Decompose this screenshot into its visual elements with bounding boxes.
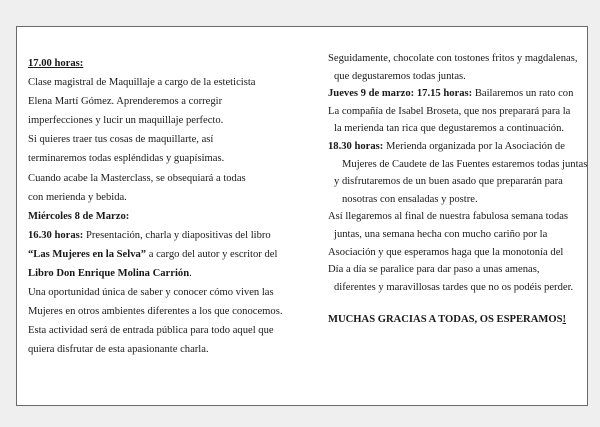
text-line: terminaremos todas espléndidas y guapísimas. [28, 153, 225, 165]
text-line: Día a día se paralice para dar paso a unas amenas, [328, 264, 540, 276]
text-line: Clase magistral de Maquillaje a cargo de la esteticista [28, 77, 256, 89]
text-line: Asociación y que esperamos haga que la monotonía del [328, 246, 564, 258]
closing-message [328, 311, 585, 329]
text-line: con merienda y bebida. [28, 191, 127, 203]
text-line: Seguidamente, chocolate con tostones fritos y magdalenas, [328, 53, 578, 64]
text-line: Mujeres en otros ambientes diferentes a los que conocemos. [28, 306, 283, 318]
text-line: y disfrutaremos de un buen asado que prepararán para [334, 176, 563, 188]
text-line: La compañía de Isabel Broseta, que nos preparará para la [328, 105, 571, 117]
time-label-1630: 16.30 horas: [28, 229, 84, 241]
text-line: que degustaremos todas juntas. [334, 70, 466, 82]
closing-exclamation: ! [562, 314, 567, 326]
text-line [28, 226, 318, 245]
time-label-1830: 18.30 horas: [328, 140, 384, 152]
book-title: “Las Mujeres en la Selva” [28, 248, 147, 260]
text-line: Elena Martí Gómez. Aprenderemos a corregir [28, 96, 223, 108]
text-line [328, 85, 585, 103]
text-line: Esta actividad será de entrada pública para todo aquel que [28, 325, 274, 337]
right-column [328, 50, 588, 329]
text-fragment: Bailaremos un rato con [472, 88, 574, 100]
text-line: la merienda tan rica que degustaremos a continuación. [334, 123, 565, 135]
text-line: Así llegaremos al final de nuestra fabulosa semana todas [328, 211, 569, 223]
text-line: juntas, una semana hecha con mucho cariño por la [334, 228, 548, 240]
text-fragment: Presentación, charla y diapositivas del libro [83, 229, 271, 241]
day-heading-thursday: Jueves 9 de marzo: 17.15 horas: [328, 88, 473, 100]
text-line: imperfecciones y lucir un maquillaje perfecto. [28, 115, 224, 127]
text-line: Cuando acabe la Masterclass, se obsequiará a todas [28, 172, 246, 184]
text-line: nosotras con ensaladas y postre. [342, 193, 478, 205]
text-fragment: Merienda organizada por la Asociación de [383, 140, 565, 152]
closing-text: MUCHAS GRACIAS A TODAS, OS ESPERAMOS [328, 314, 563, 326]
left-column [28, 54, 318, 360]
time-heading-1700: 17.00 horas: [28, 58, 84, 69]
text-line: quiera disfrutar de esta apasionante charla. [28, 344, 209, 356]
program-sheet [16, 26, 588, 406]
text-line [328, 138, 585, 156]
text-line [28, 245, 318, 264]
text-fragment: . [189, 268, 192, 280]
text-line [28, 264, 318, 283]
text-line: Una oportunidad única de saber y conocer cómo viven las [28, 287, 274, 299]
text-line: Mujeres de Caudete de las Fuentes estaremos todas juntas [342, 158, 588, 170]
text-line: diferentes y maravillosas tardes que no os podéis perder. [334, 281, 574, 293]
text-fragment: a cargo del autor y escritor del [146, 248, 278, 260]
book-author: Libro Don Enrique Molina Carrión [28, 268, 190, 280]
day-heading-wednesday: Miércoles 8 de Marzo: [28, 210, 130, 222]
text-line: Si quieres traer tus cosas de maquillarte, así [28, 134, 214, 146]
